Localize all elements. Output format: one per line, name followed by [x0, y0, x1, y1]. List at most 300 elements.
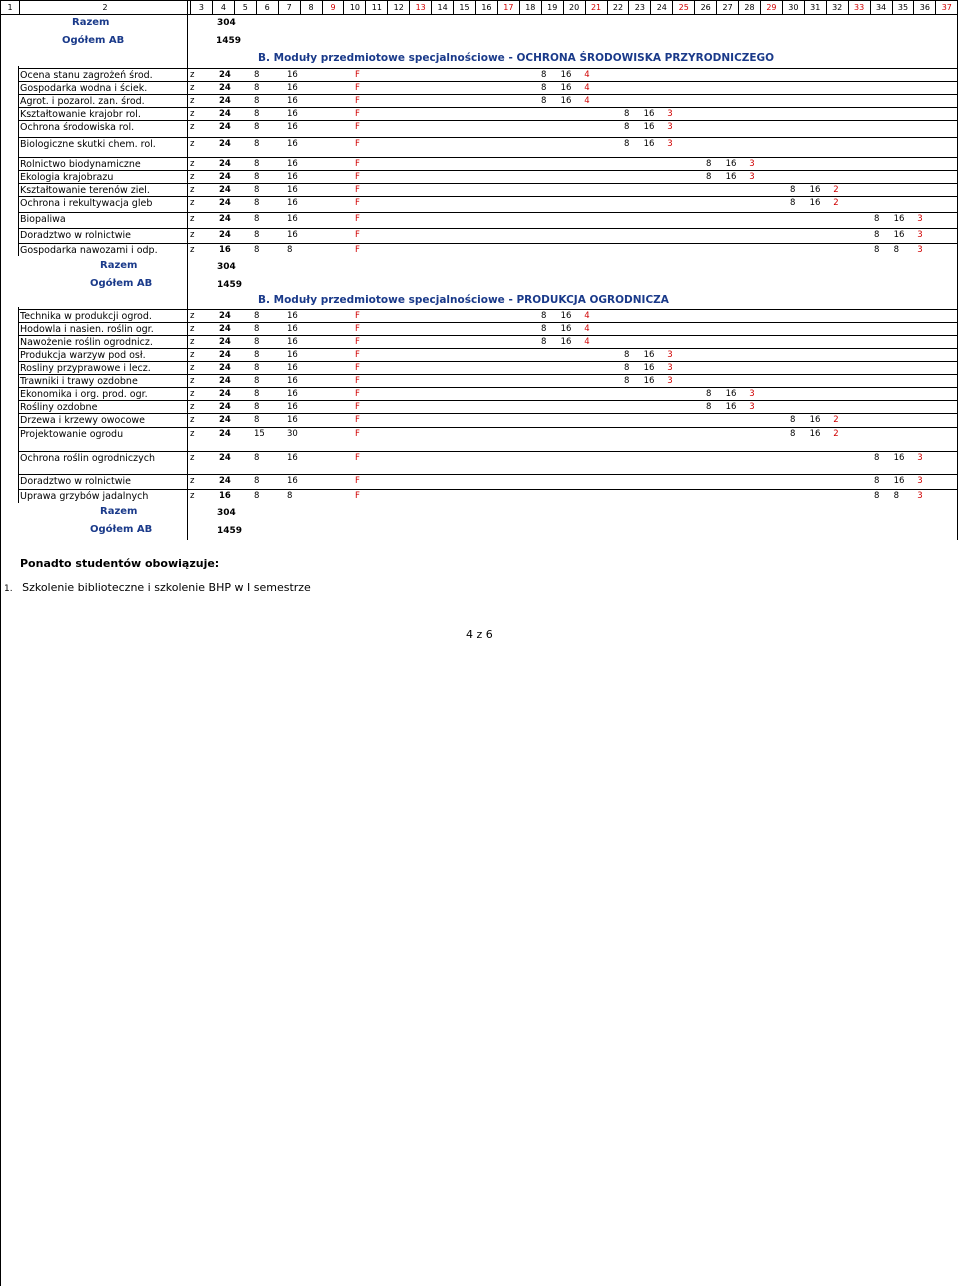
form-f: F — [355, 185, 360, 195]
hours-total: 24 — [219, 230, 231, 240]
form-z: z — [190, 214, 195, 224]
module-name: Rośliny ozdobne — [20, 402, 98, 413]
module-name: Rolnictwo biodynamiczne — [20, 159, 141, 170]
summary3-ogolem-value: 1459 — [217, 526, 243, 536]
header-col-29: 29 — [761, 1, 783, 14]
form-f: F — [355, 230, 360, 240]
header-col-17: 17 — [498, 1, 520, 14]
summary1-razem-label: Razem — [72, 17, 110, 28]
sem-exercise: 16 — [560, 83, 572, 93]
sem-lecture: 8 — [790, 429, 796, 439]
sem-exercise: 16 — [725, 159, 737, 169]
hours-lecture: 8 — [254, 96, 260, 106]
hours-total: 16 — [219, 245, 231, 255]
name-column-divider — [187, 0, 188, 540]
module-name: Ekonomika i org. prod. ogr. — [20, 389, 148, 400]
sem-lecture: 8 — [874, 476, 880, 486]
hours-lecture: 8 — [254, 214, 260, 224]
module-name: Produkcja warzyw pod osł. — [20, 350, 146, 361]
column-number-header — [0, 0, 958, 15]
sem-exercise: 16 — [643, 350, 655, 360]
module-name: Ochrona i rekultywacja gleb — [20, 198, 153, 209]
sem-lecture: 8 — [541, 337, 547, 347]
sem-lecture: 8 — [874, 230, 880, 240]
hours-total: 24 — [219, 185, 231, 195]
hours-lecture: 8 — [254, 185, 260, 195]
sem-ects: 4 — [584, 337, 590, 347]
hours-lecture: 8 — [254, 363, 260, 373]
sem-lecture: 8 — [541, 96, 547, 106]
header-col-5: 5 — [235, 1, 257, 14]
summary2-razem-value: 304 — [217, 262, 236, 272]
form-f: F — [355, 415, 360, 425]
header-col-12: 12 — [388, 1, 410, 14]
form-z: z — [190, 324, 195, 334]
form-z: z — [190, 109, 195, 119]
sem-lecture: 8 — [541, 70, 547, 80]
form-f: F — [355, 96, 360, 106]
hours-lecture: 8 — [254, 172, 260, 182]
hours-lecture: 8 — [254, 122, 260, 132]
hours-lecture: 8 — [254, 453, 260, 463]
sem-ects: 3 — [749, 402, 755, 412]
header-col-13: 13 — [410, 1, 432, 14]
header-col-37: 37 — [941, 3, 952, 12]
module-name: Ochrona roślin ogrodniczych — [20, 453, 155, 464]
header-col-11: 11 — [366, 1, 388, 14]
module-name: Technika w produkcji ogrod. — [20, 311, 152, 322]
section2-name-divider — [18, 307, 19, 503]
header-col-1: 1 — [1, 1, 20, 14]
sem-lecture: 8 — [624, 350, 630, 360]
header-col-20: 20 — [564, 1, 586, 14]
module-name: Doradztwo w rolnictwie — [20, 476, 131, 487]
module-row — [18, 157, 958, 170]
sem-ects: 3 — [917, 214, 923, 224]
sem-lecture: 8 — [624, 139, 630, 149]
module-row — [18, 489, 958, 502]
form-f: F — [355, 453, 360, 463]
module-row — [18, 94, 958, 107]
form-f: F — [355, 139, 360, 149]
hours-total: 24 — [219, 172, 231, 182]
module-name: Uprawa grzybów jadalnych — [20, 491, 149, 502]
form-f: F — [355, 198, 360, 208]
hours-lecture: 8 — [254, 159, 260, 169]
hours-exercise: 16 — [287, 122, 298, 132]
hours-total: 24 — [219, 376, 231, 386]
hours-total: 24 — [219, 337, 231, 347]
sem-ects: 3 — [667, 139, 673, 149]
sem-exercise: 16 — [643, 139, 655, 149]
sem-exercise: 8 — [893, 245, 900, 255]
form-z: z — [190, 96, 195, 106]
sem-ects: 3 — [917, 245, 923, 255]
hours-exercise: 16 — [287, 172, 298, 182]
hours-total: 24 — [219, 324, 231, 334]
sem-ects: 3 — [667, 122, 673, 132]
module-row — [18, 81, 958, 94]
hours-total: 24 — [219, 363, 231, 373]
summary3-ogolem-label: Ogółem AB — [90, 524, 153, 535]
hours-lecture: 8 — [254, 245, 260, 255]
header-col-2: 2 — [20, 1, 191, 14]
sem-ects: 3 — [667, 109, 673, 119]
hours-total: 24 — [219, 214, 231, 224]
sem-ects: 3 — [667, 350, 673, 360]
sem-exercise: 16 — [893, 476, 905, 486]
header-col-8: 8 — [301, 1, 323, 14]
form-f: F — [355, 350, 360, 360]
hours-exercise: 16 — [287, 185, 298, 195]
form-z: z — [190, 311, 195, 321]
summary2-ogolem-value: 1459 — [217, 280, 243, 290]
header-col-18: 18 — [520, 1, 542, 14]
sem-lecture: 8 — [706, 159, 712, 169]
sem-exercise: 16 — [809, 415, 821, 425]
form-z: z — [190, 159, 195, 169]
hours-total: 24 — [219, 83, 231, 93]
header-col-21: 21 — [586, 1, 608, 14]
hours-total: 24 — [219, 139, 231, 149]
hours-total: 24 — [219, 476, 231, 486]
summary2-razem-label: Razem — [100, 260, 138, 271]
hours-exercise: 16 — [287, 70, 298, 80]
header-col-30: 30 — [783, 1, 805, 14]
sem-lecture: 8 — [790, 198, 796, 208]
hours-total: 24 — [219, 453, 231, 463]
hours-lecture: 8 — [254, 109, 260, 119]
summary3-razem-value: 304 — [217, 508, 236, 518]
form-z: z — [190, 70, 195, 80]
module-name: Doradztwo w rolnictwie — [20, 230, 131, 241]
footnote-number: 1. — [4, 584, 13, 594]
hours-lecture: 15 — [254, 429, 265, 439]
bottom-border — [0, 539, 1, 1286]
sem-exercise: 16 — [643, 376, 655, 386]
hours-exercise: 16 — [287, 230, 298, 240]
module-name: Rosliny przyprawowe i lecz. — [20, 363, 151, 374]
sem-ects: 4 — [584, 83, 590, 93]
form-f: F — [355, 70, 360, 80]
sem-ects: 3 — [667, 376, 673, 386]
module-row — [18, 335, 958, 348]
hours-total: 24 — [219, 159, 231, 169]
sem-ects: 3 — [917, 476, 923, 486]
hours-exercise: 16 — [287, 453, 298, 463]
form-f: F — [355, 159, 360, 169]
sem-exercise: 16 — [560, 337, 572, 347]
hours-exercise: 16 — [287, 96, 298, 106]
sem-ects: 3 — [667, 363, 673, 373]
form-z: z — [190, 389, 195, 399]
hours-exercise: 16 — [287, 109, 298, 119]
module-name: Projektowanie ogrodu — [20, 429, 124, 440]
sem-ects: 3 — [749, 389, 755, 399]
form-f: F — [355, 311, 360, 321]
hours-total: 24 — [219, 415, 231, 425]
sem-exercise: 16 — [893, 214, 905, 224]
hours-exercise: 16 — [287, 198, 298, 208]
module-row — [18, 68, 958, 81]
module-name: Biologiczne skutki chem. rol. — [20, 139, 156, 150]
module-name: Agrot. i pozarol. zan. środ. — [20, 96, 145, 107]
sem-ects: 3 — [749, 172, 755, 182]
hours-total: 24 — [219, 350, 231, 360]
form-z: z — [190, 172, 195, 182]
header-col-31: 31 — [805, 1, 827, 14]
module-name: Gospodarka wodna i ściek. — [20, 83, 148, 94]
sem-lecture: 8 — [541, 83, 547, 93]
sem-ects: 4 — [584, 70, 590, 80]
form-z: z — [190, 350, 195, 360]
sem-ects: 2 — [833, 429, 839, 439]
header-col-35: 35 — [893, 1, 915, 14]
summary1-ogolem-value: 1459 — [216, 36, 242, 46]
sem-ects: 3 — [749, 159, 755, 169]
form-z: z — [190, 83, 195, 93]
footnote-title: Ponadto studentów obowiązuje: — [20, 557, 220, 570]
module-name: Nawożenie roślin ogrodnicz. — [20, 337, 153, 348]
header-col-24: 24 — [651, 1, 673, 14]
hours-lecture: 8 — [254, 376, 260, 386]
sem-lecture: 8 — [706, 172, 712, 182]
form-f: F — [355, 429, 360, 439]
sem-exercise: 8 — [893, 491, 900, 501]
sem-lecture: 8 — [541, 311, 547, 321]
hours-total: 24 — [219, 96, 231, 106]
module-name: Ekologia krajobrazu — [20, 172, 114, 183]
hours-exercise: 16 — [287, 214, 298, 224]
module-row — [18, 212, 958, 225]
header-col-26: 26 — [695, 1, 717, 14]
form-f: F — [355, 83, 360, 93]
hours-exercise: 16 — [287, 159, 298, 169]
summary1-ogolem-label: Ogółem AB — [62, 35, 125, 46]
module-name: Kształtowanie terenów ziel. — [20, 185, 150, 196]
form-f: F — [355, 337, 360, 347]
module-row — [18, 137, 958, 150]
sem-ects: 2 — [833, 415, 839, 425]
hours-lecture: 8 — [254, 415, 260, 425]
hours-lecture: 8 — [254, 476, 260, 486]
hours-lecture: 8 — [254, 324, 260, 334]
hours-exercise: 16 — [287, 83, 298, 93]
header-col-19: 19 — [542, 1, 564, 14]
module-row — [18, 400, 958, 413]
header-col-33: 33 — [849, 1, 871, 14]
header-col-4: 4 — [213, 1, 235, 14]
module-row — [18, 243, 958, 256]
sem-exercise: 16 — [725, 172, 737, 182]
sem-exercise: 16 — [643, 363, 655, 373]
module-name: Ocena stanu zagrożeń środ. — [20, 70, 153, 81]
hours-exercise: 16 — [287, 402, 298, 412]
hours-exercise: 8 — [287, 491, 293, 501]
form-z: z — [190, 230, 195, 240]
sem-lecture: 8 — [706, 389, 712, 399]
header-col-32: 32 — [827, 1, 849, 14]
module-row — [18, 322, 958, 335]
module-row — [18, 170, 958, 183]
header-col-27: 27 — [717, 1, 739, 14]
hours-exercise: 16 — [287, 363, 298, 373]
form-f: F — [355, 214, 360, 224]
module-name: Gospodarka nawozami i odp. — [20, 245, 158, 256]
form-z: z — [190, 415, 195, 425]
sem-lecture: 8 — [874, 214, 880, 224]
module-row — [18, 361, 958, 374]
sem-exercise: 16 — [725, 402, 737, 412]
sem-exercise: 16 — [560, 324, 572, 334]
hours-exercise: 16 — [287, 337, 298, 347]
header-col-10: 10 — [344, 1, 366, 14]
hours-total: 24 — [219, 122, 231, 132]
hours-exercise: 16 — [287, 376, 298, 386]
hours-exercise: 16 — [287, 139, 298, 149]
sem-lecture: 8 — [874, 453, 880, 463]
hours-exercise: 16 — [287, 415, 298, 425]
sem-ects: 4 — [584, 311, 590, 321]
sem-lecture: 8 — [624, 363, 630, 373]
sem-exercise: 16 — [725, 389, 737, 399]
header-col-9: 9 — [323, 1, 345, 14]
header-col-7: 7 — [279, 1, 301, 14]
sem-exercise: 16 — [560, 96, 572, 106]
hours-exercise: 16 — [287, 350, 298, 360]
sem-lecture: 8 — [706, 402, 712, 412]
module-row — [18, 196, 958, 209]
hours-lecture: 8 — [254, 402, 260, 412]
module-row — [18, 348, 958, 361]
sem-lecture: 8 — [874, 491, 880, 501]
form-f: F — [355, 476, 360, 486]
module-row — [18, 309, 958, 322]
header-col-23: 23 — [629, 1, 651, 14]
hours-lecture: 8 — [254, 139, 260, 149]
form-z: z — [190, 122, 195, 132]
hours-total: 16 — [219, 491, 231, 501]
right-border — [957, 0, 958, 540]
left-border — [0, 0, 1, 540]
sem-ects: 2 — [833, 198, 839, 208]
sem-ects: 4 — [584, 324, 590, 334]
hours-total: 24 — [219, 198, 231, 208]
summary2-ogolem-label: Ogółem AB — [90, 278, 153, 289]
sem-lecture: 8 — [624, 122, 630, 132]
hours-exercise: 8 — [287, 245, 293, 255]
hours-lecture: 8 — [254, 83, 260, 93]
sem-ects: 3 — [917, 230, 923, 240]
hours-lecture: 8 — [254, 230, 260, 240]
module-row — [18, 120, 958, 133]
sem-ects: 3 — [917, 453, 923, 463]
form-z: z — [190, 376, 195, 386]
sem-lecture: 8 — [624, 109, 630, 119]
hours-total: 24 — [219, 429, 231, 439]
form-z: z — [190, 363, 195, 373]
module-row — [18, 387, 958, 400]
sem-exercise: 16 — [560, 70, 572, 80]
sem-exercise: 16 — [809, 185, 821, 195]
hours-exercise: 30 — [287, 429, 298, 439]
hours-total: 24 — [219, 311, 231, 321]
sem-exercise: 16 — [893, 453, 905, 463]
header-col-3: 3 — [191, 1, 213, 14]
header-col-28: 28 — [739, 1, 761, 14]
hours-total: 24 — [219, 402, 231, 412]
summary1-razem-value: 304 — [217, 18, 236, 28]
module-row — [18, 107, 958, 120]
hours-lecture: 8 — [254, 311, 260, 321]
header-col-16: 16 — [476, 1, 498, 14]
sem-exercise: 16 — [643, 122, 655, 132]
sem-lecture: 8 — [874, 245, 880, 255]
hours-exercise: 16 — [287, 311, 298, 321]
module-row — [18, 413, 958, 426]
footnote-text: Szkolenie biblioteczne i szkolenie BHP w I semestrze — [22, 581, 311, 594]
sem-lecture: 8 — [790, 415, 796, 425]
summary3-razem-label: Razem — [100, 506, 138, 517]
form-z: z — [190, 429, 195, 439]
sem-lecture: 8 — [624, 376, 630, 386]
form-f: F — [355, 172, 360, 182]
sem-exercise: 16 — [643, 109, 655, 119]
module-row — [18, 183, 958, 196]
form-f: F — [355, 402, 360, 412]
form-f: F — [355, 109, 360, 119]
hours-lecture: 8 — [254, 198, 260, 208]
form-z: z — [190, 476, 195, 486]
form-f: F — [355, 324, 360, 334]
footnote-item — [4, 581, 311, 594]
hours-total: 24 — [219, 389, 231, 399]
form-z: z — [190, 139, 195, 149]
page-number: 4 z 6 — [466, 628, 493, 641]
module-row — [18, 228, 958, 241]
module-name: Ochrona środowiska rol. — [20, 122, 135, 133]
header-col-36: 36 — [914, 1, 936, 14]
sem-lecture: 8 — [541, 324, 547, 334]
form-f: F — [355, 389, 360, 399]
form-z: z — [190, 198, 195, 208]
module-name: Hodowla i nasien. roślin ogr. — [20, 324, 154, 335]
module-row — [18, 374, 958, 387]
hours-total: 24 — [219, 70, 231, 80]
hours-exercise: 16 — [287, 389, 298, 399]
form-f: F — [355, 245, 360, 255]
module-row — [18, 474, 958, 487]
section1-title: B. Moduły przedmiotowe specjalnościowe - OCHRONA ŚRODOWISKA PRZYRODNICZEGO — [258, 52, 775, 64]
module-row — [18, 427, 958, 440]
sem-exercise: 16 — [809, 429, 821, 439]
header-col-6: 6 — [257, 1, 279, 14]
form-z: z — [190, 453, 195, 463]
hours-lecture: 8 — [254, 350, 260, 360]
sem-lecture: 8 — [790, 185, 796, 195]
hours-lecture: 8 — [254, 337, 260, 347]
module-name: Trawniki i trawy ozdobne — [20, 376, 138, 387]
header-col-14: 14 — [432, 1, 454, 14]
module-row — [18, 451, 958, 464]
module-name: Biopaliwa — [20, 214, 66, 225]
header-col-22: 22 — [608, 1, 630, 14]
sem-ects: 4 — [584, 96, 590, 106]
form-f: F — [355, 376, 360, 386]
form-z: z — [190, 185, 195, 195]
module-name: Drzewa i krzewy owocowe — [20, 415, 146, 426]
header-col-15: 15 — [454, 1, 476, 14]
